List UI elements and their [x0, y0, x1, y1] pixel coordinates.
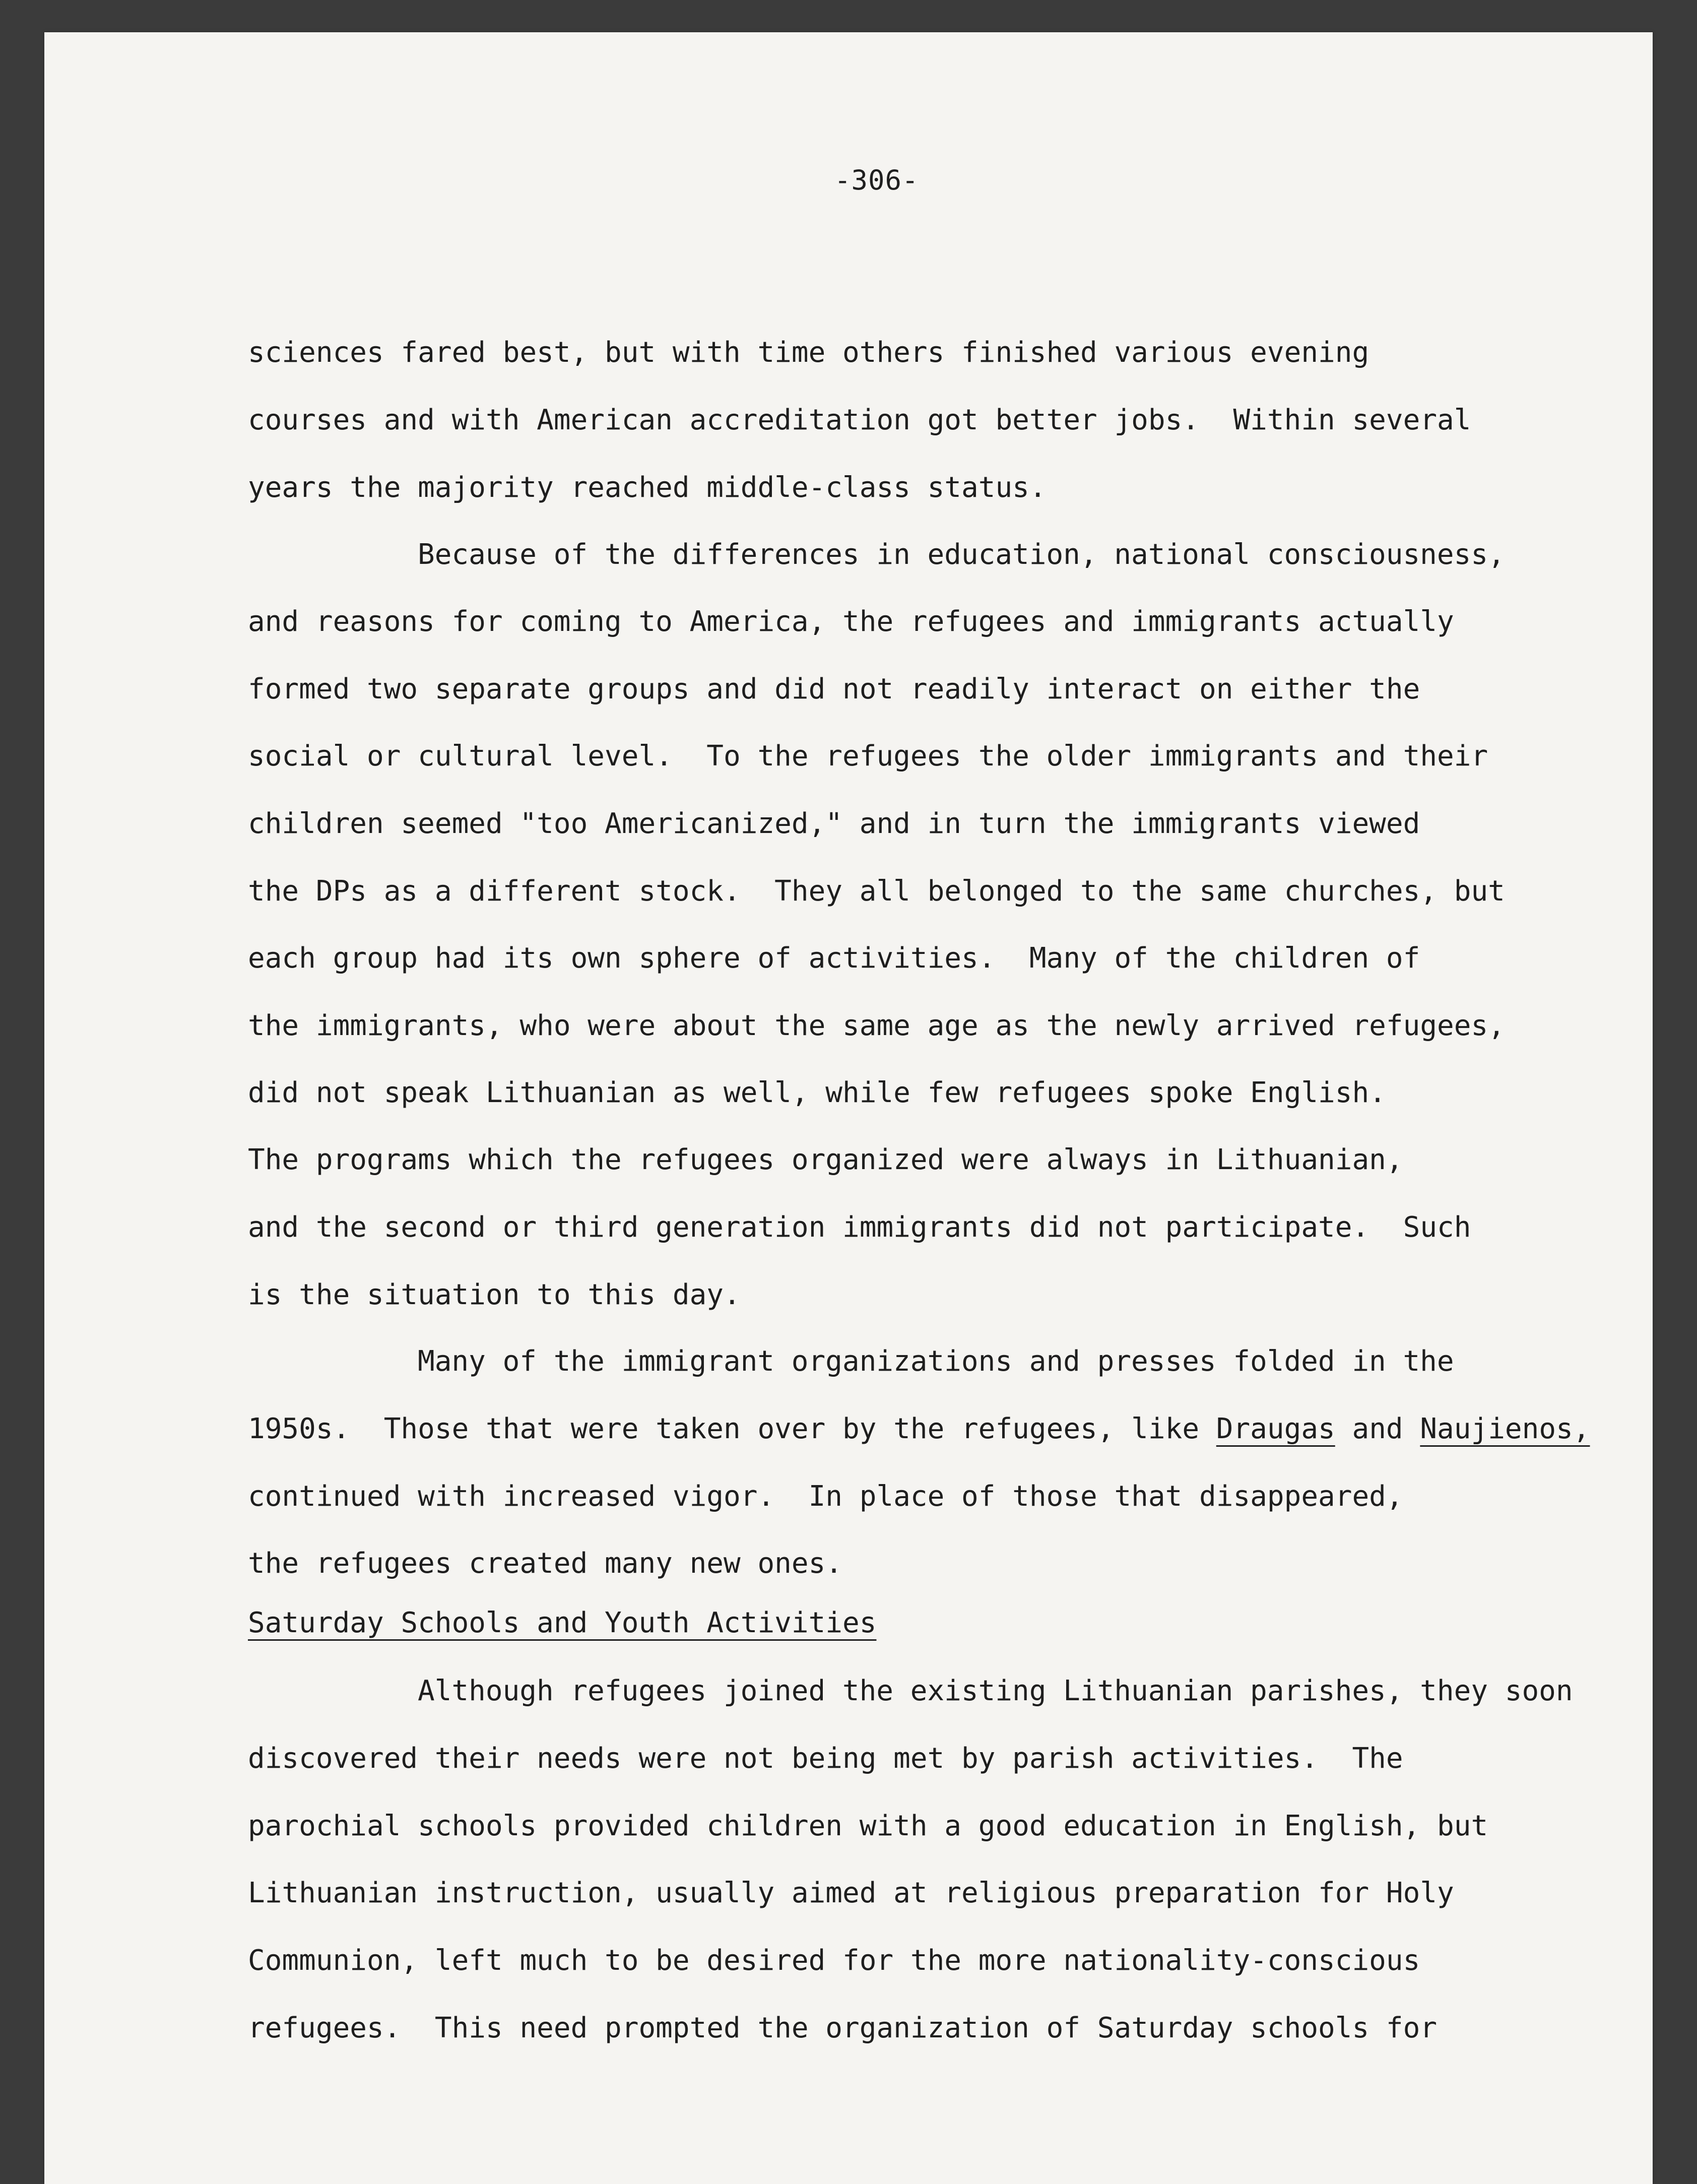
text-line: refugees. This need prompted the organization of Saturday schools for [248, 2012, 1438, 2044]
text-line: children seemed "too Americanized," and in turn the immigrants viewed [248, 807, 1420, 840]
text-line: sciences fared best, but with time others finished various evening [248, 336, 1369, 369]
section-heading: Saturday Schools and Youth Activities [248, 1607, 877, 1639]
text-segment: and [1335, 1412, 1420, 1445]
text-line: Communion, left much to be desired for the more nationality-conscious [248, 1944, 1420, 1977]
text-line: Although refugees joined the existing Lithuanian parishes, they soon [418, 1675, 1573, 1707]
newspaper-title-draugas: Draugas [1216, 1412, 1335, 1445]
text-line: is the situation to this day. [248, 1278, 741, 1311]
text-line: years the majority reached middle-class status. [248, 471, 1047, 504]
text-line: social or cultural level. To the refugees the older immigrants and their [248, 740, 1488, 773]
page-number: -306- [834, 164, 919, 196]
text-line: the DPs as a different stock. They all belonged to the same churches, but [248, 875, 1505, 908]
text-line: courses and with American accreditation got better jobs. Within several [248, 404, 1471, 436]
text-segment: 1950s. Those that were taken over by the refugees, like [248, 1412, 1216, 1445]
text-line: did not speak Lithuanian as well, while few refugees spoke English. [248, 1076, 1386, 1109]
text-line: and the second or third generation immigrants did not participate. Such [248, 1211, 1471, 1244]
text-line: The programs which the refugees organized were always in Lithuanian, [248, 1143, 1403, 1176]
text-line: the immigrants, who were about the same age as the newly arrived refugees, [248, 1009, 1505, 1042]
text-line-with-titles [248, 1412, 1590, 1445]
text-line: Because of the differences in education, national consciousness, [418, 538, 1505, 571]
text-line: discovered their needs were not being met by parish activities. The [248, 1742, 1403, 1775]
text-line: the refugees created many new ones. [248, 1547, 843, 1580]
newspaper-title-naujienos: Naujienos, [1420, 1412, 1590, 1445]
text-line: Many of the immigrant organizations and presses folded in the [418, 1345, 1454, 1378]
text-line: Lithuanian instruction, usually aimed at religious preparation for Holy [248, 1877, 1454, 1909]
text-line: parochial schools provided children with a good education in English, but [248, 1810, 1488, 1842]
text-line: continued with increased vigor. In place of those that disappeared, [248, 1480, 1403, 1513]
text-line: and reasons for coming to America, the refugees and immigrants actually [248, 605, 1454, 638]
text-line: formed two separate groups and did not readily interact on either the [248, 673, 1420, 705]
text-line: each group had its own sphere of activities. Many of the children of [248, 942, 1420, 975]
